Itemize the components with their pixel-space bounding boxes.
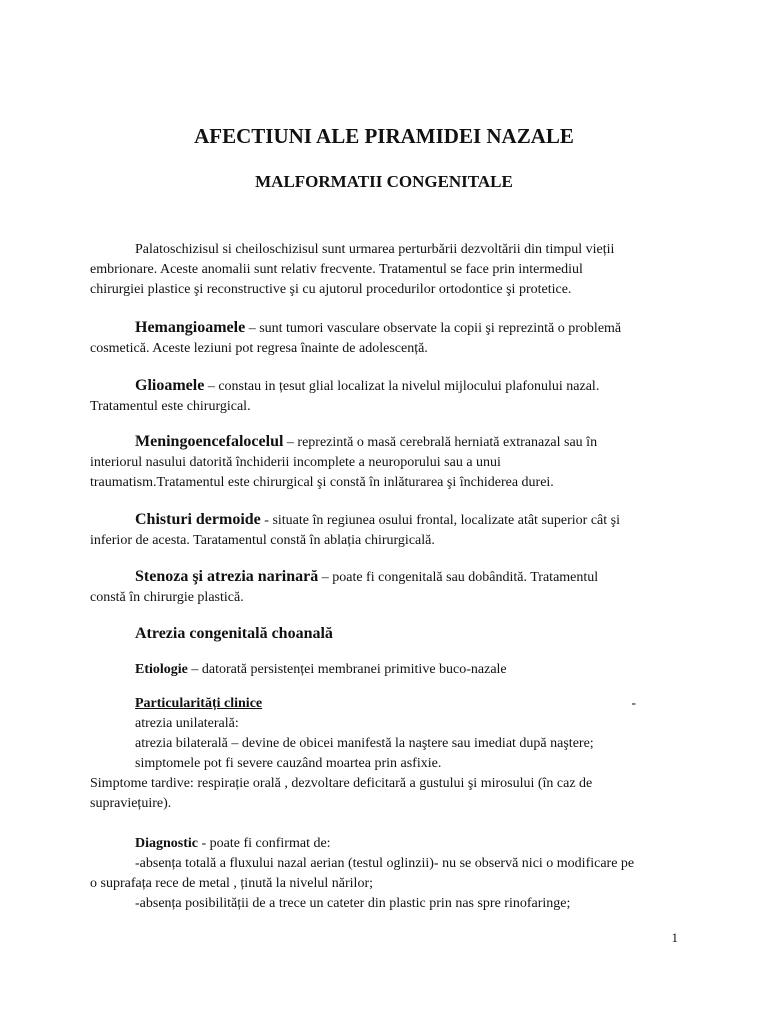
term-stenoza: Stenoza şi atrezia narinară [135,568,319,585]
text-line: cosmetică. Aceste leziuni pot regresa înainte de adolescență. [90,341,428,356]
text-line: constă în chirurgie plastică. [90,590,244,605]
term-meningo: Meningoencefalocelul [135,433,284,450]
text-line: – sunt tumori vasculare observate la copii şi reprezintă o problemă [245,321,622,336]
text-line: - situate în regiunea osului frontal, localizate atât superior cât şi [260,513,620,528]
trailing-dash: - [631,696,636,711]
meningo-paragraph [90,432,680,493]
text-line: atrezia bilaterală – devine de obicei manifestă la naştere sau imediat după naştere; [135,736,594,751]
text-line: o suprafața rece de metal , ținută la nivelul nărilor; [90,876,373,891]
text-line: – datorată persistenței membranei primitive buco-nazale [187,662,507,677]
text-line: Tratamentul este chirurgical. [90,399,251,414]
stenoza-paragraph [90,567,680,608]
page-title: AFECTIUNI ALE PIRAMIDEI NAZALE [194,124,574,148]
term-hemangioame: Hemangioamele [135,319,246,336]
text-line: – constau in țesut glial localizat la nivelul mijlocului plafonului nazal. [204,379,600,394]
diagnostic-block [90,834,680,914]
term-chisturi: Chisturi dermoide [135,511,261,528]
text-line: simptomele pot fi severe cauzând moartea prin asfixie. [135,756,442,771]
term-diagnostic: Diagnostic [135,836,198,851]
glioame-paragraph [90,376,680,417]
text-line: Simptome tardive: respirație orală , dezvoltare deficitară a gustului şi mirosului (în caz de [90,776,593,791]
chisturi-paragraph [90,510,680,551]
text-line: – reprezintă o masă cerebrală herniată extranazal sau în [283,435,598,450]
term-particularitati: Particularități clinice [135,696,263,711]
text-line: embrionare. Aceste anomalii sunt relativ frecvente. Tratamentul se face prin intermediul [90,262,583,277]
intro-paragraph [90,240,680,300]
text-line: Palatoschizisul si cheiloschizisul sunt urmarea perturbării dezvoltării din timpul vieții [135,242,615,257]
text-line: -absența totală a fluxului nazal aerian (testul oglinzii)- nu se observă nici o modificare pe [135,856,635,871]
text-line: traumatism.Tratamentul este chirurgical şi constă în inlăturarea şi închiderea durei. [90,475,554,490]
particularitati-block [90,694,680,814]
atrezia-heading: Atrezia congenitală choanală [135,625,333,642]
text-line: atrezia unilaterală: [135,716,239,731]
term-glioame: Glioamele [135,377,205,394]
etiologie-paragraph [90,660,680,680]
text-line: interiorul nasului datorită închiderii incomplete a neuroporului sau a unui [90,455,501,470]
term-etiologie: Etiologie [135,662,188,677]
text-line: – poate fi congenitală sau dobândită. Tratamentul [318,570,599,585]
hemangioame-paragraph [90,318,680,359]
text-line: - poate fi confirmat de: [198,836,331,851]
atrezia-heading-block [90,624,680,644]
text-line: chirurgiei plastice şi reconstructive şi cu ajutorul procedurilor ortodontice şi protetice. [90,282,572,297]
text-line: inferior de acesta. Taratamentul constă în ablația chirurgicală. [90,533,435,548]
page-number: 1 [671,930,678,945]
text-line: -absența posibilității de a trece un cateter din plastic prin nas spre rinofaringe; [135,896,571,911]
text-line: supraviețuire). [90,796,172,811]
section-title: MALFORMATII CONGENITALE [255,172,513,191]
